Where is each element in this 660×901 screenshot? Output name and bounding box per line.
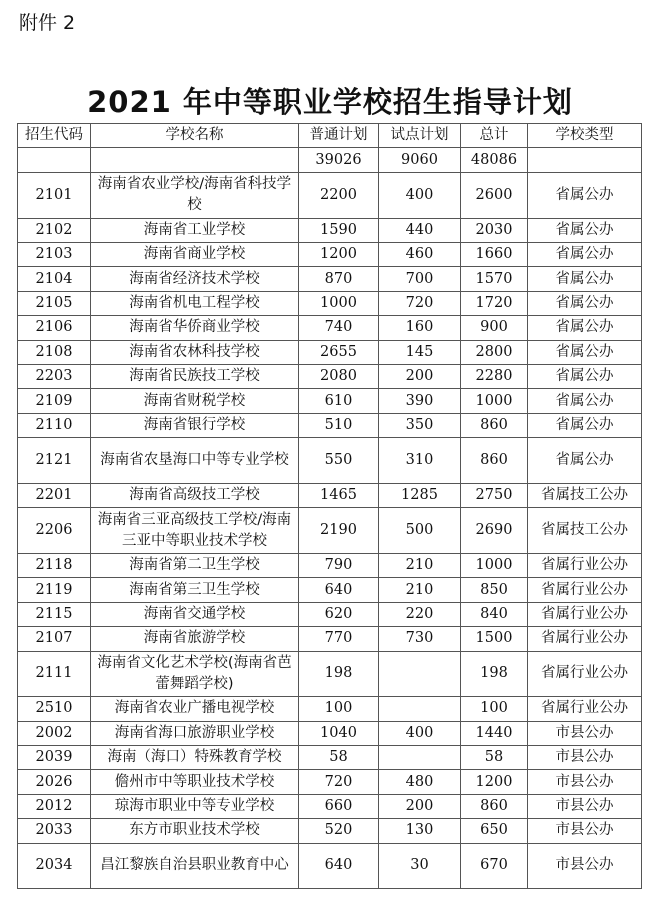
total: 860 xyxy=(461,438,528,484)
school-code: 2109 xyxy=(18,389,91,413)
school-code: 2107 xyxy=(18,627,91,651)
school-name: 儋州市中等职业技术学校 xyxy=(91,770,299,794)
school-name: 海南省农业广播电视学校 xyxy=(91,697,299,721)
total: 2030 xyxy=(461,218,528,242)
school-type: 省属公办 xyxy=(528,291,642,315)
regular-plan: 740 xyxy=(299,316,379,340)
pilot-plan: 730 xyxy=(379,627,461,651)
school-name: 海南省机电工程学校 xyxy=(91,291,299,315)
total: 650 xyxy=(461,819,528,843)
school-code: 2203 xyxy=(18,365,91,389)
pilot-plan xyxy=(379,746,461,770)
regular-plan: 2190 xyxy=(299,508,379,554)
pilot-plan: 1285 xyxy=(379,483,461,507)
regular-plan: 510 xyxy=(299,413,379,437)
total: 840 xyxy=(461,602,528,626)
school-code: 2110 xyxy=(18,413,91,437)
total: 860 xyxy=(461,413,528,437)
table-row xyxy=(18,365,642,389)
regular-plan: 2080 xyxy=(299,365,379,389)
regular-plan: 2200 xyxy=(299,173,379,219)
school-type: 省属公办 xyxy=(528,340,642,364)
table-row xyxy=(18,794,642,818)
table-row xyxy=(18,218,642,242)
table-row xyxy=(18,291,642,315)
school-name: 海南省三亚高级技工学校/海南三亚中等职业技术学校 xyxy=(91,508,299,554)
school-code: 2026 xyxy=(18,770,91,794)
school-name: 海南省农林科技学校 xyxy=(91,340,299,364)
pilot-plan: 200 xyxy=(379,365,461,389)
table-row xyxy=(18,819,642,843)
school-type: 省属技工公办 xyxy=(528,508,642,554)
school-name: 昌江黎族自治县职业教育中心 xyxy=(91,843,299,889)
school-name: 琼海市职业中等专业学校 xyxy=(91,794,299,818)
total: 1570 xyxy=(461,267,528,291)
total: 100 xyxy=(461,697,528,721)
document-title: 2021 年中等职业学校招生指导计划 xyxy=(87,85,573,119)
school-name: 海南省经济技术学校 xyxy=(91,267,299,291)
school-code: 2118 xyxy=(18,553,91,577)
pilot-plan: 720 xyxy=(379,291,461,315)
pilot-plan: 160 xyxy=(379,316,461,340)
table-row xyxy=(18,413,642,437)
regular-plan: 610 xyxy=(299,389,379,413)
pilot-plan: 400 xyxy=(379,721,461,745)
school-name: 海南省文化艺术学校(海南省芭蕾舞蹈学校) xyxy=(91,651,299,697)
regular-plan: 770 xyxy=(299,627,379,651)
regular-plan: 520 xyxy=(299,819,379,843)
attachment-label: 附件 2 xyxy=(19,12,76,34)
total: 1500 xyxy=(461,627,528,651)
header-code: 招生代码 xyxy=(18,124,91,148)
regular-plan: 1590 xyxy=(299,218,379,242)
school-code: 2002 xyxy=(18,721,91,745)
regular-plan: 2655 xyxy=(299,340,379,364)
totals-name xyxy=(91,148,299,173)
table-row xyxy=(18,578,642,602)
pilot-plan: 145 xyxy=(379,340,461,364)
totals-regular: 39026 xyxy=(299,148,379,173)
school-name: 海南省交通学校 xyxy=(91,602,299,626)
school-code: 2510 xyxy=(18,697,91,721)
school-name: 海南省银行学校 xyxy=(91,413,299,437)
pilot-plan: 460 xyxy=(379,243,461,267)
regular-plan: 1000 xyxy=(299,291,379,315)
table-header-row xyxy=(18,124,642,148)
school-code: 2111 xyxy=(18,651,91,697)
school-name: 海南省财税学校 xyxy=(91,389,299,413)
school-type: 市县公办 xyxy=(528,770,642,794)
regular-plan: 720 xyxy=(299,770,379,794)
school-code: 2101 xyxy=(18,173,91,219)
pilot-plan xyxy=(379,697,461,721)
table-row xyxy=(18,340,642,364)
table-row xyxy=(18,243,642,267)
regular-plan: 660 xyxy=(299,794,379,818)
school-code: 2039 xyxy=(18,746,91,770)
school-code: 2106 xyxy=(18,316,91,340)
pilot-plan: 400 xyxy=(379,173,461,219)
school-type: 市县公办 xyxy=(528,843,642,889)
regular-plan: 1040 xyxy=(299,721,379,745)
school-code: 2121 xyxy=(18,438,91,484)
school-type: 省属公办 xyxy=(528,173,642,219)
pilot-plan: 210 xyxy=(379,578,461,602)
school-code: 2115 xyxy=(18,602,91,626)
school-name: 海南（海口）特殊教育学校 xyxy=(91,746,299,770)
pilot-plan: 480 xyxy=(379,770,461,794)
school-code: 2119 xyxy=(18,578,91,602)
total: 860 xyxy=(461,794,528,818)
total: 1720 xyxy=(461,291,528,315)
pilot-plan: 200 xyxy=(379,794,461,818)
school-type: 市县公办 xyxy=(528,794,642,818)
total: 1200 xyxy=(461,770,528,794)
pilot-plan: 700 xyxy=(379,267,461,291)
school-type: 省属行业公办 xyxy=(528,553,642,577)
table-row xyxy=(18,746,642,770)
school-code: 2034 xyxy=(18,843,91,889)
table-row xyxy=(18,267,642,291)
school-name: 海南省农垦海口中等专业学校 xyxy=(91,438,299,484)
regular-plan: 640 xyxy=(299,578,379,602)
header-school-type: 学校类型 xyxy=(528,124,642,148)
school-type: 省属行业公办 xyxy=(528,578,642,602)
table-row xyxy=(18,553,642,577)
totals-code xyxy=(18,148,91,173)
table-row xyxy=(18,508,642,554)
header-regular-plan: 普通计划 xyxy=(299,124,379,148)
school-name: 海南省民族技工学校 xyxy=(91,365,299,389)
table-row xyxy=(18,602,642,626)
totals-pilot: 9060 xyxy=(379,148,461,173)
pilot-plan: 130 xyxy=(379,819,461,843)
table-row xyxy=(18,389,642,413)
school-type: 省属技工公办 xyxy=(528,483,642,507)
table-row xyxy=(18,438,642,484)
school-code: 2033 xyxy=(18,819,91,843)
school-type: 省属公办 xyxy=(528,413,642,437)
pilot-plan: 210 xyxy=(379,553,461,577)
regular-plan: 870 xyxy=(299,267,379,291)
school-code: 2206 xyxy=(18,508,91,554)
table-row xyxy=(18,627,642,651)
school-type: 省属行业公办 xyxy=(528,651,642,697)
school-type: 省属公办 xyxy=(528,267,642,291)
school-name: 海南省海口旅游职业学校 xyxy=(91,721,299,745)
school-type: 省属公办 xyxy=(528,389,642,413)
school-type: 市县公办 xyxy=(528,721,642,745)
pilot-plan: 30 xyxy=(379,843,461,889)
regular-plan: 550 xyxy=(299,438,379,484)
total: 1660 xyxy=(461,243,528,267)
pilot-plan: 350 xyxy=(379,413,461,437)
regular-plan: 640 xyxy=(299,843,379,889)
school-type: 市县公办 xyxy=(528,819,642,843)
school-name: 海南省第三卫生学校 xyxy=(91,578,299,602)
regular-plan: 198 xyxy=(299,651,379,697)
school-type: 省属行业公办 xyxy=(528,602,642,626)
table-row xyxy=(18,770,642,794)
pilot-plan: 310 xyxy=(379,438,461,484)
school-name: 东方市职业技术学校 xyxy=(91,819,299,843)
total: 1000 xyxy=(461,553,528,577)
school-type: 省属行业公办 xyxy=(528,627,642,651)
header-total: 总计 xyxy=(461,124,528,148)
regular-plan: 790 xyxy=(299,553,379,577)
header-pilot-plan: 试点计划 xyxy=(379,124,461,148)
school-name: 海南省农业学校/海南省科技学校 xyxy=(91,173,299,219)
school-code: 2012 xyxy=(18,794,91,818)
school-type: 省属公办 xyxy=(528,316,642,340)
school-name: 海南省旅游学校 xyxy=(91,627,299,651)
table-row xyxy=(18,697,642,721)
school-type: 省属公办 xyxy=(528,218,642,242)
school-code: 2102 xyxy=(18,218,91,242)
school-code: 2108 xyxy=(18,340,91,364)
total: 1440 xyxy=(461,721,528,745)
table-row xyxy=(18,843,642,889)
pilot-plan: 390 xyxy=(379,389,461,413)
total: 900 xyxy=(461,316,528,340)
pilot-plan: 440 xyxy=(379,218,461,242)
school-code: 2105 xyxy=(18,291,91,315)
table-row xyxy=(18,316,642,340)
total: 2800 xyxy=(461,340,528,364)
regular-plan: 620 xyxy=(299,602,379,626)
school-type: 市县公办 xyxy=(528,746,642,770)
regular-plan: 1465 xyxy=(299,483,379,507)
school-type: 省属公办 xyxy=(528,438,642,484)
total: 2750 xyxy=(461,483,528,507)
pilot-plan: 220 xyxy=(379,602,461,626)
enrollment-plan-table xyxy=(17,123,642,889)
pilot-plan xyxy=(379,651,461,697)
total: 2690 xyxy=(461,508,528,554)
school-type: 省属行业公办 xyxy=(528,697,642,721)
school-code: 2103 xyxy=(18,243,91,267)
total: 670 xyxy=(461,843,528,889)
pilot-plan: 500 xyxy=(379,508,461,554)
regular-plan: 58 xyxy=(299,746,379,770)
total: 2280 xyxy=(461,365,528,389)
school-name: 海南省第二卫生学校 xyxy=(91,553,299,577)
total: 58 xyxy=(461,746,528,770)
table-row xyxy=(18,483,642,507)
table-row xyxy=(18,173,642,219)
school-name: 海南省华侨商业学校 xyxy=(91,316,299,340)
total: 850 xyxy=(461,578,528,602)
school-code: 2104 xyxy=(18,267,91,291)
table-row xyxy=(18,651,642,697)
regular-plan: 100 xyxy=(299,697,379,721)
total: 1000 xyxy=(461,389,528,413)
school-type: 省属公办 xyxy=(528,365,642,389)
total: 198 xyxy=(461,651,528,697)
header-school-name: 学校名称 xyxy=(91,124,299,148)
table-row xyxy=(18,721,642,745)
regular-plan: 1200 xyxy=(299,243,379,267)
school-name: 海南省高级技工学校 xyxy=(91,483,299,507)
school-name: 海南省商业学校 xyxy=(91,243,299,267)
total: 2600 xyxy=(461,173,528,219)
totals-row xyxy=(18,148,642,173)
totals-type xyxy=(528,148,642,173)
school-name: 海南省工业学校 xyxy=(91,218,299,242)
school-code: 2201 xyxy=(18,483,91,507)
school-type: 省属公办 xyxy=(528,243,642,267)
totals-total: 48086 xyxy=(461,148,528,173)
